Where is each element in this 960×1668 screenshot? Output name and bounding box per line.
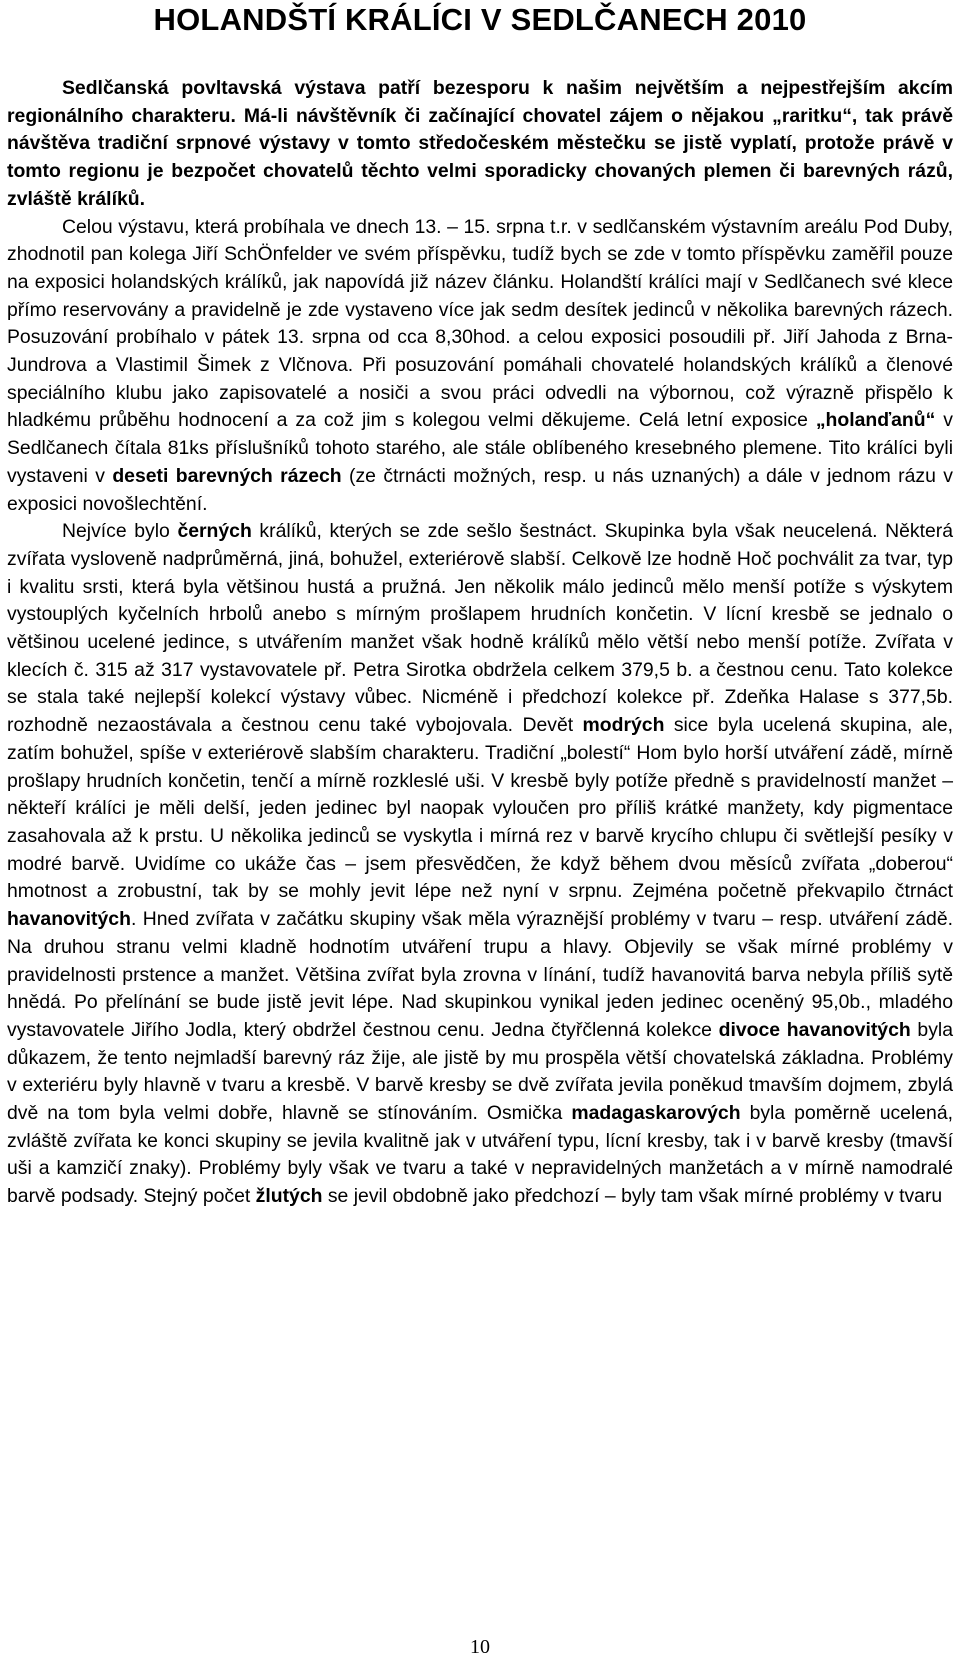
bold-run: „holanďanů“ (815, 409, 936, 432)
bold-run: deseti barevných rázech (112, 464, 342, 487)
text-run: králíků, kterých se zde sešlo šestnáct. Skupinka byla však neucelená. Některá zvířata vysloveně nadprůměrná, jiná, bohužel, exteriérově slabší. Celkově lze hodně Hoč pochválit za tvar, typ i kvalitu srsti, která byla většinou hustá a pružná. Jen několik málo jedinců mělo menší potíže s výskytem vystouplých kyčelních hrbolů anebo s mírným prošlapem hrudních končetin. V lícní kresbě se jednalo o většinou ucelené jedince, s utvářením manžet však hodně králíků mělo větší nebo menší potíže. Zvířata v klecích č. 315 až 317 vystavovatele př. Petra Sirotka obdržela celkem 379,5 b. a čestnou cenu. Tato kolekce se stala také nejlepší kolekcí výstavy vůbec. Nicméně i předchozí kolekce př. Zdeňka Halase s 377,5b. rozhodně nezaostávala a čestnou cenu také vybojovala. Devět (7, 520, 953, 737)
article-title: HOLANDŠTÍ KRÁLÍCI V SEDLČANECH 2010 (153, 2, 807, 37)
paragraph-exhibition (7, 214, 953, 519)
text-run: (ze čtrnácti možných, resp. u nás uznaných) a dále v jednom rázu v exposici novošlechtění. (7, 464, 953, 515)
text-run: byla důkazem, že tento nejmladší barevný ráz žije, ale jistě by mu prospěla větší chovatelská základna. Problémy v exteriéru byly hlavně v tvaru a kresbě. V barvě kresby se dvě zvířata jevila poněkud tmavším dojmem, zbylá dvě na tom byla velmi dobře, hlavně se stínováním. Osmička (7, 1018, 953, 1125)
bold-run: modrých (582, 714, 665, 737)
text-run: v Sedlčanech čítala 81ks příslušníků tohoto starého, ale stále oblíbeného kresebného plemene. Tito králíci byli vystaveni v (7, 409, 953, 487)
bold-run: žlutých (255, 1185, 323, 1208)
text-run: Celou výstavu, která probíhala ve dnech 13. – 15. srpna t.r. v sedlčanském výstavním areálu Pod Duby, zhodnotil pan kolega Jiří SchÖnfelder ve svém příspěvku, tudíž bych se zde v tomto příspěvku zaměřil pouze na exposici holandských králíků, jak napovídá již název článku. Holandští králíci mají v Sedlčanech své klece přímo reservovány a pravidelně je zde vystaveno více jak sedm desítek jedinců v několika barevných rázech. Posuzování probíhalo v pátek 13. srpna od cca 8,30hod. a celou exposici posoudili př. Jiří Jahoda z Brna-Jundrova a Vlastimil Šimek z Vlčnova. Při posuzování pomáhali chovatelé holandských králíků a členové speciálního klubu jako zapisovatelé a nosiči a svou práci odvedli na výbornou, což výrazně přispělo k hladkému průběhu hodnocení a za což jim s kolegou velmi děkujeme. Celá letní exposice (7, 215, 953, 432)
intro-paragraph: Sedlčanská povltavská výstava patří bezesporu k našim největším a nejpestřejším akcím regionálního charakteru. Má-li návštěvník či začínající chovatel zájem o nějakou „raritku“, tak právě návštěva tradiční srpnové výstavy v tomto středočeském městečku se jistě vyplatí, protože právě v tomto regionu je bezpočet chovatelů těchto velmi sporadicky chovaných plemen či barevných rázů, zvláště králíků. (7, 77, 953, 210)
paragraph-colour-varieties (7, 518, 953, 1211)
bold-run: madagaskarových (571, 1102, 741, 1125)
article-body (7, 75, 953, 1211)
text-run: Nejvíce bylo (62, 520, 178, 543)
text-run: byla poměrně ucelená, zvláště zvířata ke konci skupiny se jevila kvalitně jak v utváření typu, lícní kresby, tak i v barvě kresby (tmavší uši a kamzičí znaky). Problémy byly však ve tvaru a také v nepravidelných manžetách a v mírně namodralé barvě podsady. Stejný počet (7, 1102, 954, 1208)
bold-run: černých (177, 520, 252, 543)
bold-run: havanovitých (7, 908, 131, 931)
bold-run: divoce havanovitých (718, 1018, 911, 1041)
page-number: 10 (470, 1636, 490, 1658)
text-run: . Hned zvířata v začátku skupiny však měla výraznější problémy v tvaru – resp. utváření zádě. Na druhou stranu velmi kladně hodnotím utváření trupu a hlavy. Objevily se však mírné problémy v pravidelnosti prstence a manžet. Většina zvířat byla zrovna v línání, tudíž havanovitá barva nebyla příliš sytě hnědá. Po přelínání se bude jistě jevit lépe. Nad skupinkou vynikal jeden jedinec oceněný 95,0b., mladého vystavovatele Jiřího Jodla, který obdržel čestnou cenu. Jedna čtyřčlenná kolekce (7, 908, 953, 1041)
text-run: sice byla ucelená skupina, ale, zatím bohužel, spíše v exteriérově slabším charakteru. Tradiční „bolestí“ Hom bylo horší utváření zádě, mírně prošlapy hrudních končetin, tenčí a mírně rozkleslé uši. V kresbě byly potíže předně s pravidelností manžet – někteří králíci je měli delší, jeden jedinec byl naopak vyloučen pro příliš krátké manžety, kdy pigmentace zasahovala až k prstu. U několika jedinců se vyskytla i mírná rez v barvě krycího chlupu či světlejší pesíky v modré barvě. Uvidíme co ukáže čas – jsem přesvědčen, že když během dvou měsíců zvířata „doberou“ hmotnost a zrobustní, tak by se mohly jevit lépe než nyní v srpnu. Zejména početně překvapilo čtrnáct (7, 714, 953, 903)
text-run: se jevil obdobně jako předchozí – byly tam však mírné problémy v tvaru (322, 1185, 943, 1208)
